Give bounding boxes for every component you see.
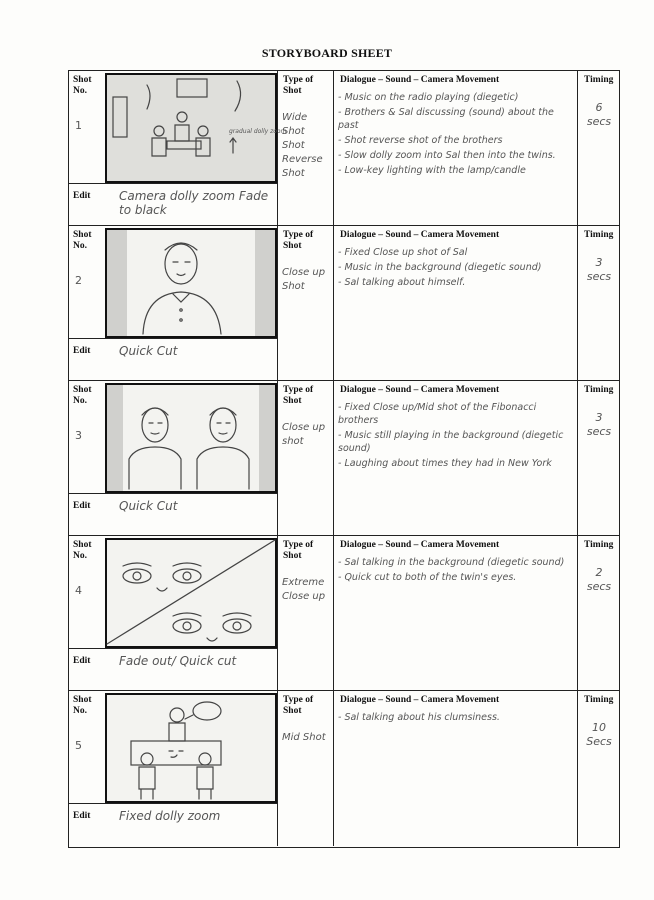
edit-header: Edit [73,656,91,666]
timing-value: 6 secs [586,101,612,128]
timing-header: Timing [584,385,614,395]
storyboard-frame-4 [105,538,277,648]
shot-row-5 [69,691,619,846]
wide-shot-sketch [107,75,287,181]
dialogue-note: - Brothers & Sal discussing (sound) about the past [338,106,572,132]
sheet-title: STORYBOARD SHEET [261,46,393,60]
edit-header: Edit [73,346,91,356]
dialogue-header: Dialogue – Sound – Camera Movement [340,540,500,550]
edit-note: Quick Cut [119,499,178,513]
frame-note: gradual dolly zoom [229,128,287,135]
shot-type: Extreme Close up [282,577,326,602]
shot-number: 3 [75,429,82,442]
dialogue-note: - Low-key lighting with the lamp/candle [338,164,572,177]
shot-type: Close up Shot [282,267,326,292]
shot-row-4 [69,536,619,691]
edit-note: Fade out/ Quick cut [119,654,237,668]
shot-no-header: Shot No. [73,230,92,251]
shot-no-header: Shot No. [73,75,92,96]
shot-type: Close up shot [282,422,326,447]
mid-shot-table-sketch [107,695,275,801]
shot-type: Mid Shot [282,732,326,743]
type-of-shot-header: Type of Shot [283,75,314,96]
edit-header: Edit [73,501,91,511]
timing-value: 3 secs [586,411,612,438]
timing-header: Timing [584,540,614,550]
dialogue-header: Dialogue – Sound – Camera Movement [340,695,500,705]
timing-header: Timing [584,695,614,705]
type-of-shot-header: Type of Shot [283,695,314,716]
edit-header: Edit [73,811,91,821]
shot-number: 2 [75,274,82,287]
shot-number: 5 [75,739,82,752]
dialogue-header: Dialogue – Sound – Camera Movement [340,385,500,395]
dialogue-header: Dialogue – Sound – Camera Movement [340,75,500,85]
timing-header: Timing [584,230,614,240]
timing-header: Timing [584,75,614,85]
shot-type: Wide Shot Shot Reverse Shot [282,112,323,179]
type-of-shot-header: Type of Shot [283,540,314,561]
shot-no-header: Shot No. [73,540,92,561]
timing-value: 10 Secs [586,721,612,748]
storyboard-frame-2 [105,228,277,338]
shot-no-header: Shot No. [73,385,92,406]
edit-divider [69,183,277,184]
type-of-shot-header: Type of Shot [283,230,314,251]
dialogue-notes [338,246,572,291]
edit-header: Edit [73,191,91,201]
storyboard-frame-5 [105,693,277,803]
shot-row-2 [69,226,619,381]
dialogue-notes [338,401,572,472]
extreme-close-up-eyes-sketch [107,540,275,646]
dialogue-note: - Music still playing in the background (diegetic sound) [338,429,572,455]
twins-close-up-sketch [107,385,275,491]
storyboard-table [68,70,620,848]
storyboard-frame-3 [105,383,277,493]
shot-number: 1 [75,119,82,132]
dialogue-note: - Sal talking in the background (diegetic sound) [338,556,572,569]
dialogue-note: - Slow dolly zoom into Sal then into the twins. [338,149,572,162]
type-of-shot-header: Type of Shot [283,385,314,406]
edit-note: Fixed dolly zoom [119,809,221,823]
dialogue-note: - Music in the background (diegetic sound) [338,261,572,274]
close-up-sketch [107,230,275,336]
dialogue-note: - Quick cut to both of the twin's eyes. [338,571,572,584]
dialogue-note: - Sal talking about himself. [338,276,572,289]
shot-row-3 [69,381,619,536]
shot-no-header: Shot No. [73,695,92,716]
edit-divider [69,493,277,494]
edit-divider [69,648,277,649]
dialogue-note: - Fixed Close up shot of Sal [338,246,572,259]
dialogue-notes [338,91,572,179]
dialogue-header: Dialogue – Sound – Camera Movement [340,230,500,240]
edit-divider [69,338,277,339]
edit-divider [69,803,277,804]
timing-value: 2 secs [586,566,612,593]
edit-note: Quick Cut [119,344,178,358]
dialogue-note: - Sal talking about his clumsiness. [338,711,572,724]
timing-value: 3 secs [586,256,612,283]
dialogue-notes [338,711,572,726]
dialogue-note: - Music on the radio playing (diegetic) [338,91,572,104]
dialogue-note: - Shot reverse shot of the brothers [338,134,572,147]
shot-row-1 [69,71,619,226]
dialogue-notes [338,556,572,586]
shot-number: 4 [75,584,82,597]
dialogue-note: - Fixed Close up/Mid shot of the Fibonacci brothers [338,401,572,427]
dialogue-note: - Laughing about times they had in New York [338,457,572,470]
storyboard-frame-1 [105,73,287,183]
edit-note: Camera dolly zoom Fade to black [119,189,269,217]
